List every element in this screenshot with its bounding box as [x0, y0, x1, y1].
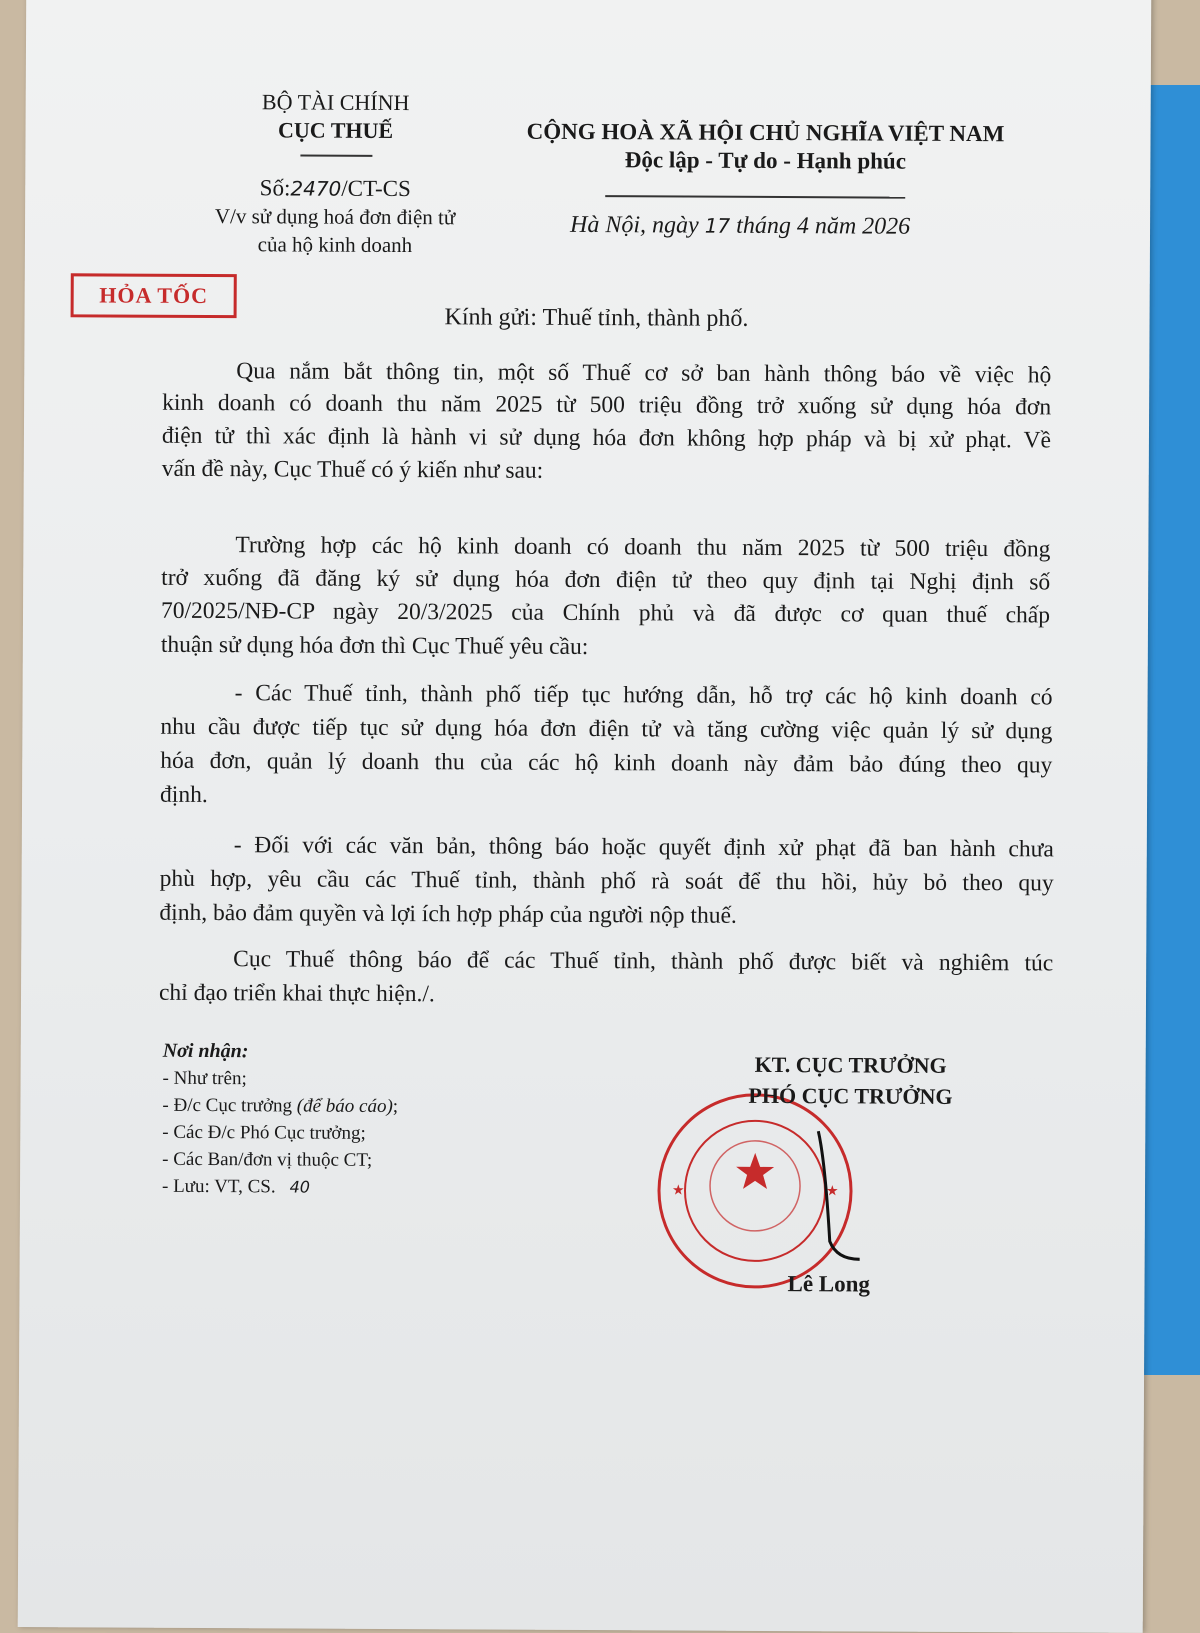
ministry-name: BỘ TÀI CHÍNH	[261, 89, 410, 116]
body-line: chỉ đạo triển khai thực hiện./.	[158, 979, 435, 1008]
recipients-block	[162, 1038, 398, 1201]
body-line: Cục Thuế thông báo để các Thuế tỉnh, thành phố được biết và nghiêm túc	[233, 946, 1054, 977]
recipient-note: (để báo cáo)	[296, 1095, 393, 1118]
department-name: CỤC THUẾ	[277, 117, 394, 143]
body-line: định.	[160, 781, 208, 809]
seal-star-right: ★	[825, 1184, 839, 1200]
body-line: - Đối với các văn bản, thông báo hoặc quyết định xử phạt đã ban hành chưa	[233, 832, 1054, 863]
seal-outer-ring	[659, 1094, 852, 1287]
date-prefix: Hà Nội, ngày	[569, 211, 705, 239]
recipient-item	[162, 1092, 398, 1120]
star-icon	[736, 1153, 774, 1189]
recipient-text: - Đ/c Cục trưởng	[162, 1094, 297, 1117]
recipient-item	[162, 1173, 398, 1201]
official-seal	[649, 1090, 860, 1291]
document-number	[195, 174, 475, 203]
date-suffix: tháng 4 năm 2026	[730, 212, 911, 240]
motto: Độc lập - Tự do - Hạnh phúc	[624, 147, 907, 174]
recipient-text: - Lưu: VT, CS.	[161, 1175, 276, 1198]
date-day-handwritten: 17	[704, 213, 731, 238]
body-line: phù hợp, yêu cầu các Thuế tỉnh, thành phố rà soát để thu hồi, hủy bỏ theo quy	[159, 865, 1054, 897]
addressee: Kính gửi: Thuế tỉnh, thành phố.	[444, 304, 749, 332]
body-line: hóa đơn, quản lý doanh thu của các hộ kinh doanh này đảm bảo đúng theo quy	[160, 747, 1053, 779]
number-handwritten: 2470	[290, 176, 342, 201]
number-suffix: /CT-CS	[341, 175, 411, 202]
urgent-stamp: HỎA TỐC	[71, 273, 237, 318]
issuer-block	[195, 88, 476, 259]
recipients-title: Nơi nhận:	[162, 1039, 249, 1063]
nation-title: CỘNG HOÀ XÃ HỘI CHỦ NGHĨA VIỆT NAM	[526, 118, 1005, 147]
divider	[300, 155, 372, 157]
body-line: điện tử thì xác định là hành vi sử dụng hóa đơn không hợp pháp và bị xử phạt. Về	[161, 422, 1052, 454]
recipient-item: - Như trên;	[162, 1067, 247, 1090]
seal-star-left: ★	[671, 1183, 685, 1199]
body-line: Trường hợp các hộ kinh doanh có doanh thu năm 2025 từ 500 triệu đồng	[235, 532, 1051, 563]
signer-name: Lê Long	[787, 1271, 871, 1297]
body-line: vấn đề này, Cục Thuế có ý kiến như sau:	[161, 455, 544, 484]
date-line	[570, 212, 910, 241]
signature-block	[710, 1049, 990, 1112]
body-line: - Các Thuế tỉnh, thành phố tiếp tục hướng dẫn, hỗ trợ các hộ kinh doanh có	[234, 680, 1053, 711]
motto-underline	[605, 195, 905, 198]
recipient-item: - Các Ban/đơn vị thuộc CT;	[162, 1148, 373, 1171]
subject-line-2: của hộ kinh doanh	[257, 232, 413, 258]
body-line: kinh doanh có doanh thu năm 2025 từ 500 triệu đồng trở xuống sử dụng hóa đơn	[162, 389, 1052, 421]
body-line: thuận sử dụng hóa đơn thì Cục Thuế yêu cầu:	[160, 631, 589, 661]
copies-handwritten: 40	[289, 1177, 311, 1197]
body-line: định, bảo đảm quyền và lợi ích hợp pháp của người nộp thuế.	[159, 899, 737, 929]
signer-title-2: PHÓ CỤC TRƯỞNG	[748, 1082, 953, 1109]
number-prefix: Số:	[259, 175, 291, 201]
recipient-item: - Các Đ/c Phó Cục trưởng;	[162, 1121, 366, 1144]
document-page	[18, 0, 1152, 1633]
signer-title-1: KT. CỤC TRƯỞNG	[754, 1051, 947, 1078]
body-line: 70/2025/NĐ-CP ngày 20/3/2025 của Chính phủ và đã được cơ quan thuế chấp	[160, 597, 1051, 629]
body-line: trở xuống đã đăng ký sử dụng hóa đơn điện tử theo quy định tại Nghị định số	[161, 564, 1051, 596]
body-line: Qua nắm bắt thông tin, một số Thuế cơ sở ban hành thông báo về việc hộ	[236, 358, 1052, 389]
nation-block	[495, 118, 1035, 177]
body-line: nhu cầu được tiếp tục sử dụng hóa đơn điện tử và tăng cường việc quản lý sử dụng	[160, 713, 1053, 745]
subject-line-1: V/v sử dụng hoá đơn điện tử	[214, 204, 456, 230]
recipient-end: ;	[392, 1096, 399, 1118]
